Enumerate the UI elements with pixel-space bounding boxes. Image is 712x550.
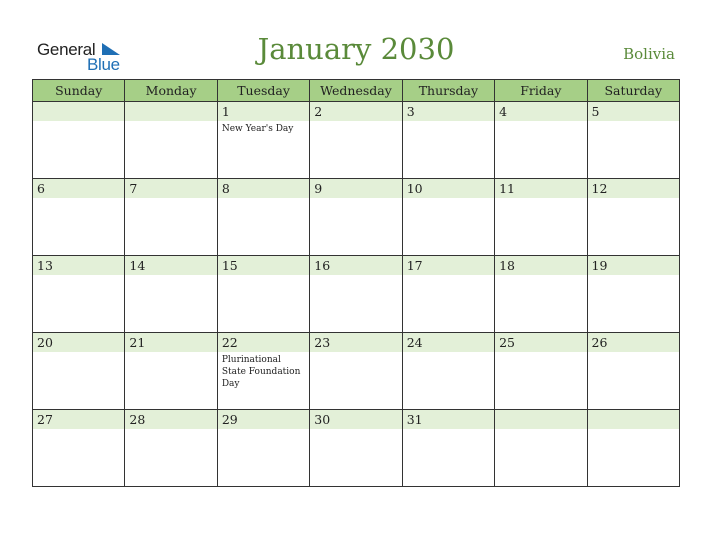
day-number-band <box>33 179 124 198</box>
day-number: 16 <box>314 258 331 273</box>
day-number-band <box>310 102 401 121</box>
day-cell <box>217 256 309 333</box>
page-title: January 2030 <box>257 32 455 66</box>
weekday-header: Monday <box>125 80 217 102</box>
day-number-band <box>403 102 494 121</box>
day-cell <box>33 102 125 179</box>
holiday-label: New Year's Day <box>221 124 294 134</box>
day-number: 31 <box>406 412 423 427</box>
weekday-header-row <box>33 80 680 102</box>
weekday-header: Sunday <box>33 80 125 102</box>
day-cell <box>125 179 217 256</box>
day-number-band <box>495 102 586 121</box>
day-number: 30 <box>314 412 331 427</box>
day-number: 20 <box>37 335 53 350</box>
day-cell <box>495 410 587 487</box>
holiday-label: Plurinational State Foundation Day <box>221 355 301 389</box>
week-row <box>33 256 680 333</box>
day-cell <box>310 256 402 333</box>
calendar-grid <box>32 79 680 487</box>
day-number-band <box>33 102 124 121</box>
day-number: 2 <box>314 104 323 119</box>
day-number: 3 <box>406 104 415 119</box>
day-cell <box>33 333 125 410</box>
day-cell <box>310 102 402 179</box>
day-number-band <box>588 410 679 429</box>
week-row <box>33 102 680 179</box>
day-number: 17 <box>406 258 423 273</box>
day-cell <box>402 256 494 333</box>
weekday-header: Thursday <box>402 80 494 102</box>
day-cell <box>495 102 587 179</box>
day-number: 28 <box>129 412 146 427</box>
day-number-band <box>310 179 401 198</box>
day-number-band <box>125 179 216 198</box>
day-cell <box>402 179 494 256</box>
day-number-band <box>495 410 586 429</box>
day-number-band <box>125 102 216 121</box>
day-cell <box>587 102 679 179</box>
day-number: 13 <box>37 258 53 273</box>
week-row <box>33 410 680 487</box>
day-number: 14 <box>129 258 146 273</box>
day-number: 27 <box>37 412 53 427</box>
day-cell <box>33 410 125 487</box>
weekday-header: Saturday <box>587 80 679 102</box>
day-number: 15 <box>221 258 238 273</box>
day-number: 24 <box>406 335 423 350</box>
day-number: 22 <box>221 335 238 350</box>
week-row <box>33 179 680 256</box>
day-cell <box>402 102 494 179</box>
country-label: Bolivia <box>623 45 675 63</box>
weekday-header: Tuesday <box>217 80 309 102</box>
week-row <box>33 333 680 410</box>
day-cell <box>125 256 217 333</box>
weekday-header: Friday <box>495 80 587 102</box>
day-number: 9 <box>314 181 323 196</box>
day-number: 8 <box>221 181 230 196</box>
day-cell <box>217 179 309 256</box>
day-number: 11 <box>499 181 516 196</box>
day-cell <box>310 410 402 487</box>
day-number: 18 <box>499 258 516 273</box>
day-number: 19 <box>591 258 608 273</box>
day-number-band <box>218 102 309 121</box>
day-cell <box>587 333 679 410</box>
day-number: 12 <box>591 181 608 196</box>
logo-word-general: General <box>37 40 96 59</box>
day-cell <box>310 333 402 410</box>
day-cell <box>125 410 217 487</box>
day-cell <box>495 333 587 410</box>
day-number: 1 <box>221 104 230 119</box>
day-number: 26 <box>591 335 608 350</box>
day-cell <box>495 179 587 256</box>
day-cell <box>217 333 309 410</box>
day-number: 25 <box>499 335 516 350</box>
day-cell <box>495 256 587 333</box>
day-number: 7 <box>129 181 138 196</box>
day-cell <box>33 179 125 256</box>
day-number: 10 <box>406 181 423 196</box>
day-number-band <box>218 179 309 198</box>
logo-word-blue: Blue <box>87 55 120 74</box>
day-cell <box>33 256 125 333</box>
weekday-header: Wednesday <box>310 80 402 102</box>
day-cell <box>587 256 679 333</box>
day-cell <box>587 179 679 256</box>
day-number: 4 <box>499 104 508 119</box>
day-cell <box>217 410 309 487</box>
day-number: 21 <box>129 335 146 350</box>
day-cell <box>402 410 494 487</box>
day-cell <box>125 333 217 410</box>
day-number: 6 <box>37 181 45 196</box>
day-cell <box>402 333 494 410</box>
day-number: 23 <box>314 335 331 350</box>
day-cell <box>125 102 217 179</box>
day-number: 29 <box>221 412 238 427</box>
day-number-band <box>588 102 679 121</box>
day-number: 5 <box>591 104 600 119</box>
day-cell <box>310 179 402 256</box>
day-cell <box>217 102 309 179</box>
day-cell <box>587 410 679 487</box>
